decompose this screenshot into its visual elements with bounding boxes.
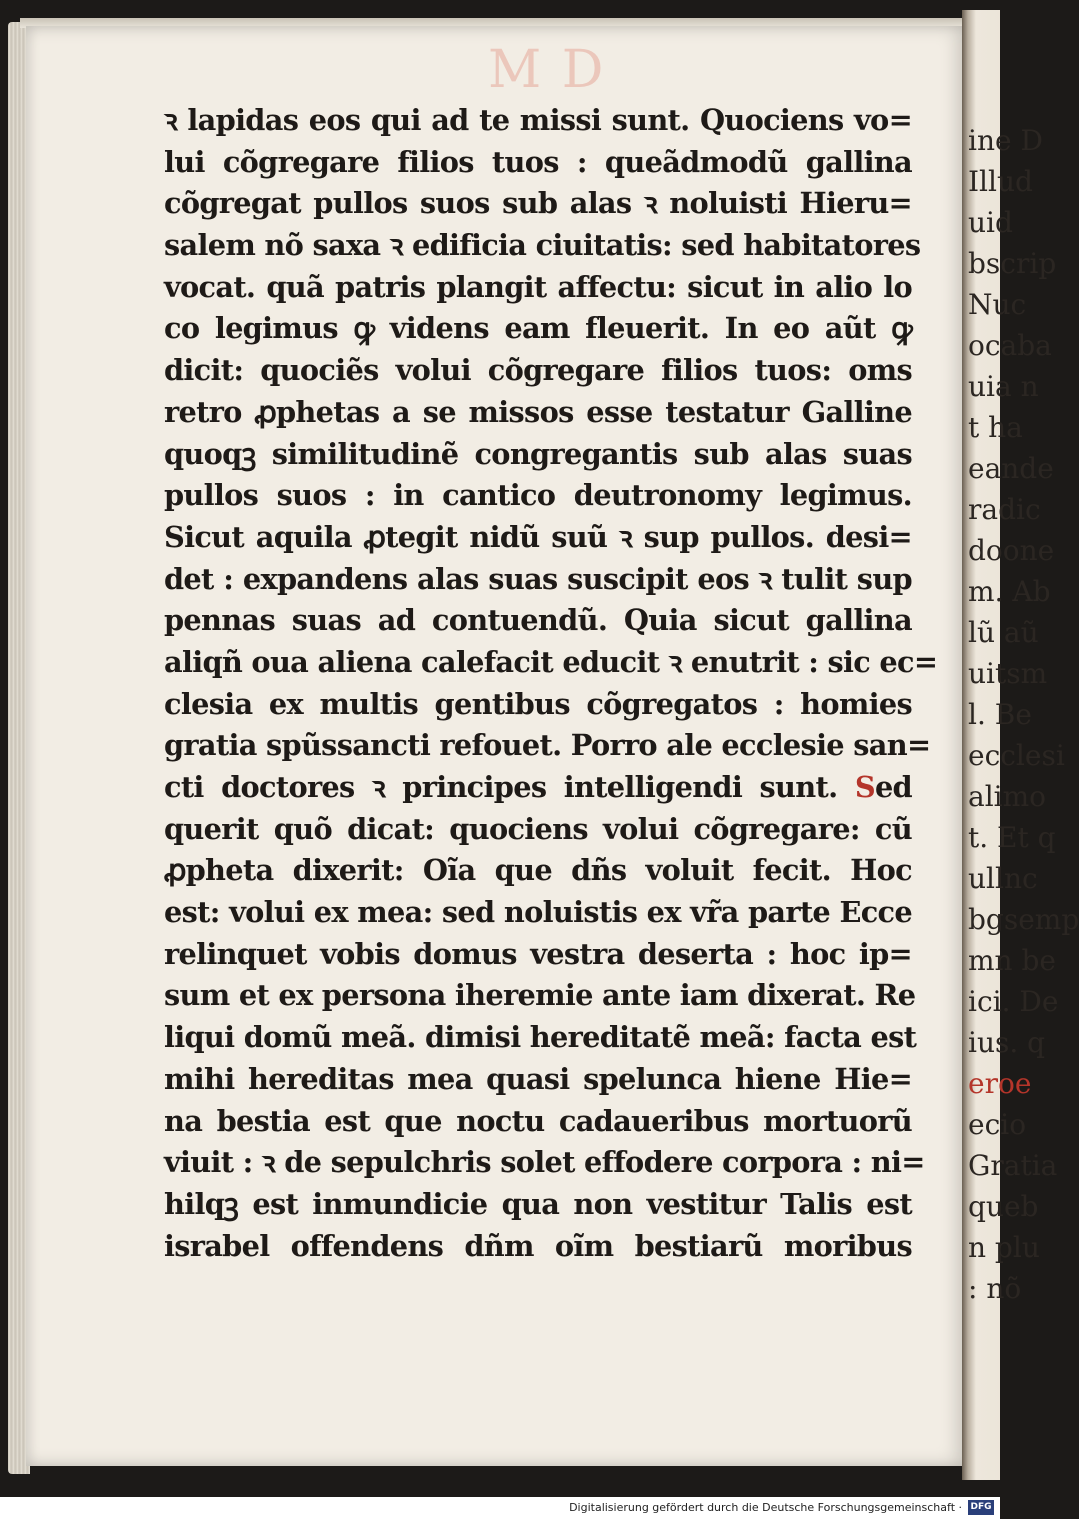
text-line: liqui domũ meã. dimisi hereditatẽ meã: facta est xyxy=(164,1020,917,1055)
text-line-segment: cti doctores ꝛ principes intelligendi sunt. xyxy=(164,770,838,804)
text-line: na bestia est que noctu cadaueribus mortuorũ xyxy=(164,1103,912,1138)
facing-text-line: : nõ xyxy=(968,1272,1022,1305)
facing-text-line: radic xyxy=(968,493,1041,526)
funding-credit: Digitalisierung gefördert durch die Deutsche Forschungsgemeinschaft · xyxy=(569,1501,962,1514)
library-stamp: M D xyxy=(488,40,606,100)
text-line: quoqꝫ similitudinẽ congregantis sub alas suas xyxy=(164,436,912,471)
facing-text-line: bgsemp xyxy=(968,903,1079,936)
facing-text-line: ecio xyxy=(968,1108,1027,1141)
facing-text-line: l. Be xyxy=(968,698,1032,731)
text-line: gratia spũssancti refouet. Porro ale ecclesie san= xyxy=(164,728,931,763)
facing-text-line: mn be xyxy=(968,944,1056,977)
facing-text-line: t. Et q xyxy=(968,821,1056,854)
facing-text-line: eroe xyxy=(968,1067,1032,1100)
text-line: pullos suos : in cantico deutronomy legimus. xyxy=(164,478,912,513)
text-line: mihi hereditas mea quasi spelunca hiene Hie= xyxy=(164,1061,912,1096)
rubricated-initial: S xyxy=(854,770,875,804)
facing-text-line: ocaba xyxy=(968,329,1052,362)
text-line: co legimus ꝙ videns eam fleuerit. In eo aũt ꝙ xyxy=(164,311,912,346)
facing-page-text xyxy=(968,120,1079,1360)
facing-text-line: alimo xyxy=(968,780,1047,813)
text-line: det : expandens alas suas suscipit eos ꝛ tulit sup xyxy=(164,561,912,596)
text-line: aliqñ oua aliena calefacit educit ꝛ enutrit : sic ec= xyxy=(164,644,938,679)
text-line: sum et ex persona iheremie ante iam dixerat. Re xyxy=(164,978,916,1013)
text-line: vocat. quã patris plangit affectu: sicut in alio lo xyxy=(164,269,912,304)
footer-bar xyxy=(0,1497,1000,1519)
text-line: salem nõ saxa ꝛ edificia ciuitatis: sed habitatores xyxy=(164,228,921,263)
text-line: est: volui ex mea: sed noluistis ex vr̃a parte Ecce xyxy=(164,895,912,930)
dfg-logo: DFG xyxy=(968,1500,994,1515)
text-line: retro ꝓphetas a se missos esse testatur Galline xyxy=(164,394,912,429)
facing-text-line: ius. q xyxy=(968,1026,1046,1059)
facing-text-line: uia n xyxy=(968,370,1039,403)
text-line: ꝓpheta dixerit: Oĩa que dñs voluit fecit. Hoc xyxy=(164,853,912,888)
text-line: israbel offendens dñm oĩm bestiarũ moribus xyxy=(164,1228,912,1263)
facing-text-line: uitsm xyxy=(968,657,1048,690)
facing-text-line: ici. De xyxy=(968,985,1059,1018)
text-line: Sicut aquila ꝓtegit nidũ suũ ꝛ sup pullos. desi= xyxy=(164,519,912,554)
facing-text-line: Nuc xyxy=(968,288,1027,321)
facing-text-line: ecclesi xyxy=(968,739,1065,772)
text-line: ꝛ lapidas eos qui ad te missi sunt. Quociens vo= xyxy=(164,103,912,137)
text-line: clesia ex multis gentibus cõgregatos : homies xyxy=(164,686,912,721)
facing-text-line: eande xyxy=(968,452,1054,485)
facing-text-line: lũ aũ xyxy=(968,616,1039,649)
text-line-segment: ed xyxy=(874,770,912,804)
text-line: dicit: quociẽs volui cõgregare filios tuos: oms xyxy=(164,353,912,388)
text-line: cõgregat pullos suos sub alas ꝛ noluisti Hieru= xyxy=(164,186,912,221)
text-line: hilqꝫ est inmundicie qua non vestitur Talis est xyxy=(164,1186,912,1221)
facing-text-line: ullnc xyxy=(968,862,1038,895)
facing-text-line: t ha xyxy=(968,411,1023,444)
text-line: lui cõgregare filios tuos : queãdmodũ gallina xyxy=(164,144,912,179)
text-line: viuit : ꝛ de sepulchris solet effodere corpora : ni= xyxy=(164,1145,925,1180)
facing-text-line: Gratia xyxy=(968,1149,1058,1182)
facing-text-line: bscrip xyxy=(968,247,1057,280)
text-line: pennas suas ad contuendũ. Quia sicut gallina xyxy=(164,603,912,638)
facing-text-line: n plu xyxy=(968,1231,1040,1264)
facing-text-line: queb xyxy=(968,1190,1039,1223)
facing-text-line: m. Ab xyxy=(968,575,1051,608)
facing-text-line: uid xyxy=(968,206,1013,239)
text-line: relinquet vobis domus vestra deserta : hoc ip= xyxy=(164,936,912,971)
text-line xyxy=(164,767,912,809)
main-text-column xyxy=(164,100,938,1267)
facing-text-line: Illud xyxy=(968,165,1033,198)
facing-text-line: doone xyxy=(968,534,1055,567)
text-line: querit quõ dicat: quociens volui cõgregare: cũ xyxy=(164,811,912,846)
facing-text-line: ine D xyxy=(968,124,1043,157)
